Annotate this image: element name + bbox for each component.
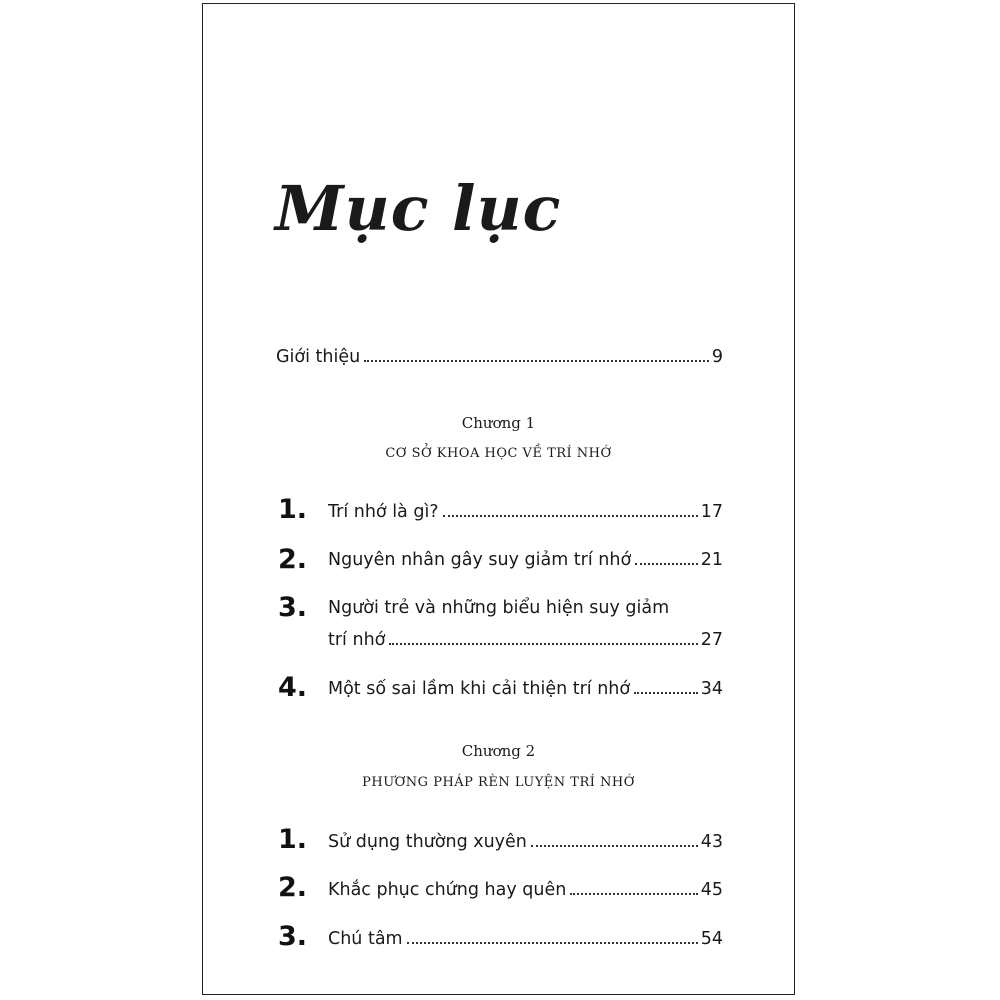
toc-entry-label: trí nhớ	[328, 630, 386, 650]
leader-dots	[443, 515, 698, 517]
toc-entry-2-3[interactable]	[328, 929, 723, 949]
chapter-2-title: PHƯƠNG PHÁP RÈN LUYỆN TRÍ NHỚ	[362, 775, 635, 790]
leader-dots	[531, 845, 698, 847]
book-page	[202, 3, 795, 995]
toc-entry-label: Trí nhớ là gì?	[328, 502, 439, 522]
toc-entry-1-1[interactable]	[328, 502, 723, 522]
chapter-1-title: CƠ SỞ KHOA HỌC VỀ TRÍ NHỚ	[385, 446, 612, 461]
toc-entry-label: Sử dụng thường xuyên	[328, 832, 527, 852]
leader-dots	[634, 692, 698, 694]
chapter-1-label: Chương 1	[461, 414, 536, 432]
toc-entry-page: 21	[700, 550, 723, 570]
toc-number: 1.	[278, 494, 308, 525]
toc-entry-intro[interactable]	[276, 347, 723, 367]
toc-entry-2-2[interactable]	[328, 880, 723, 900]
toc-entry-page: 43	[700, 832, 723, 852]
toc-entry-page: 9	[711, 347, 723, 367]
toc-entry-page: 54	[700, 929, 723, 949]
toc-entry-1-4[interactable]	[328, 679, 723, 699]
toc-entry-label-line1: Người trẻ và những biểu hiện suy giảm	[328, 598, 670, 618]
leader-dots	[389, 643, 697, 645]
toc-number: 3.	[278, 921, 308, 952]
toc-entry-label: Nguyên nhân gây suy giảm trí nhớ	[328, 550, 632, 570]
leader-dots	[364, 360, 709, 362]
toc-entry-1-3[interactable]	[328, 630, 723, 650]
toc-entry-page: 27	[700, 630, 723, 650]
toc-entry-page: 45	[700, 880, 723, 900]
toc-entry-label: Khắc phục chứng hay quên	[328, 880, 567, 900]
chapter-2-label: Chương 2	[461, 742, 536, 760]
leader-dots	[407, 942, 698, 944]
toc-number: 1.	[278, 824, 308, 855]
page-title: Mục lục	[275, 172, 562, 245]
toc-number: 3.	[278, 592, 308, 623]
toc-entry-label: Chú tâm	[328, 929, 403, 949]
toc-entry-page: 17	[700, 502, 723, 522]
leader-dots	[635, 563, 698, 565]
toc-entry-label: Giới thiệu	[276, 347, 361, 367]
toc-entry-2-1[interactable]	[328, 832, 723, 852]
toc-number: 4.	[278, 672, 308, 703]
toc-entry-label: Một số sai lầm khi cải thiện trí nhớ	[328, 679, 631, 699]
toc-entry-page: 34	[700, 679, 723, 699]
toc-number: 2.	[278, 872, 308, 903]
toc-entry-1-2[interactable]	[328, 550, 723, 570]
toc-number: 2.	[278, 544, 308, 575]
leader-dots	[570, 893, 697, 895]
